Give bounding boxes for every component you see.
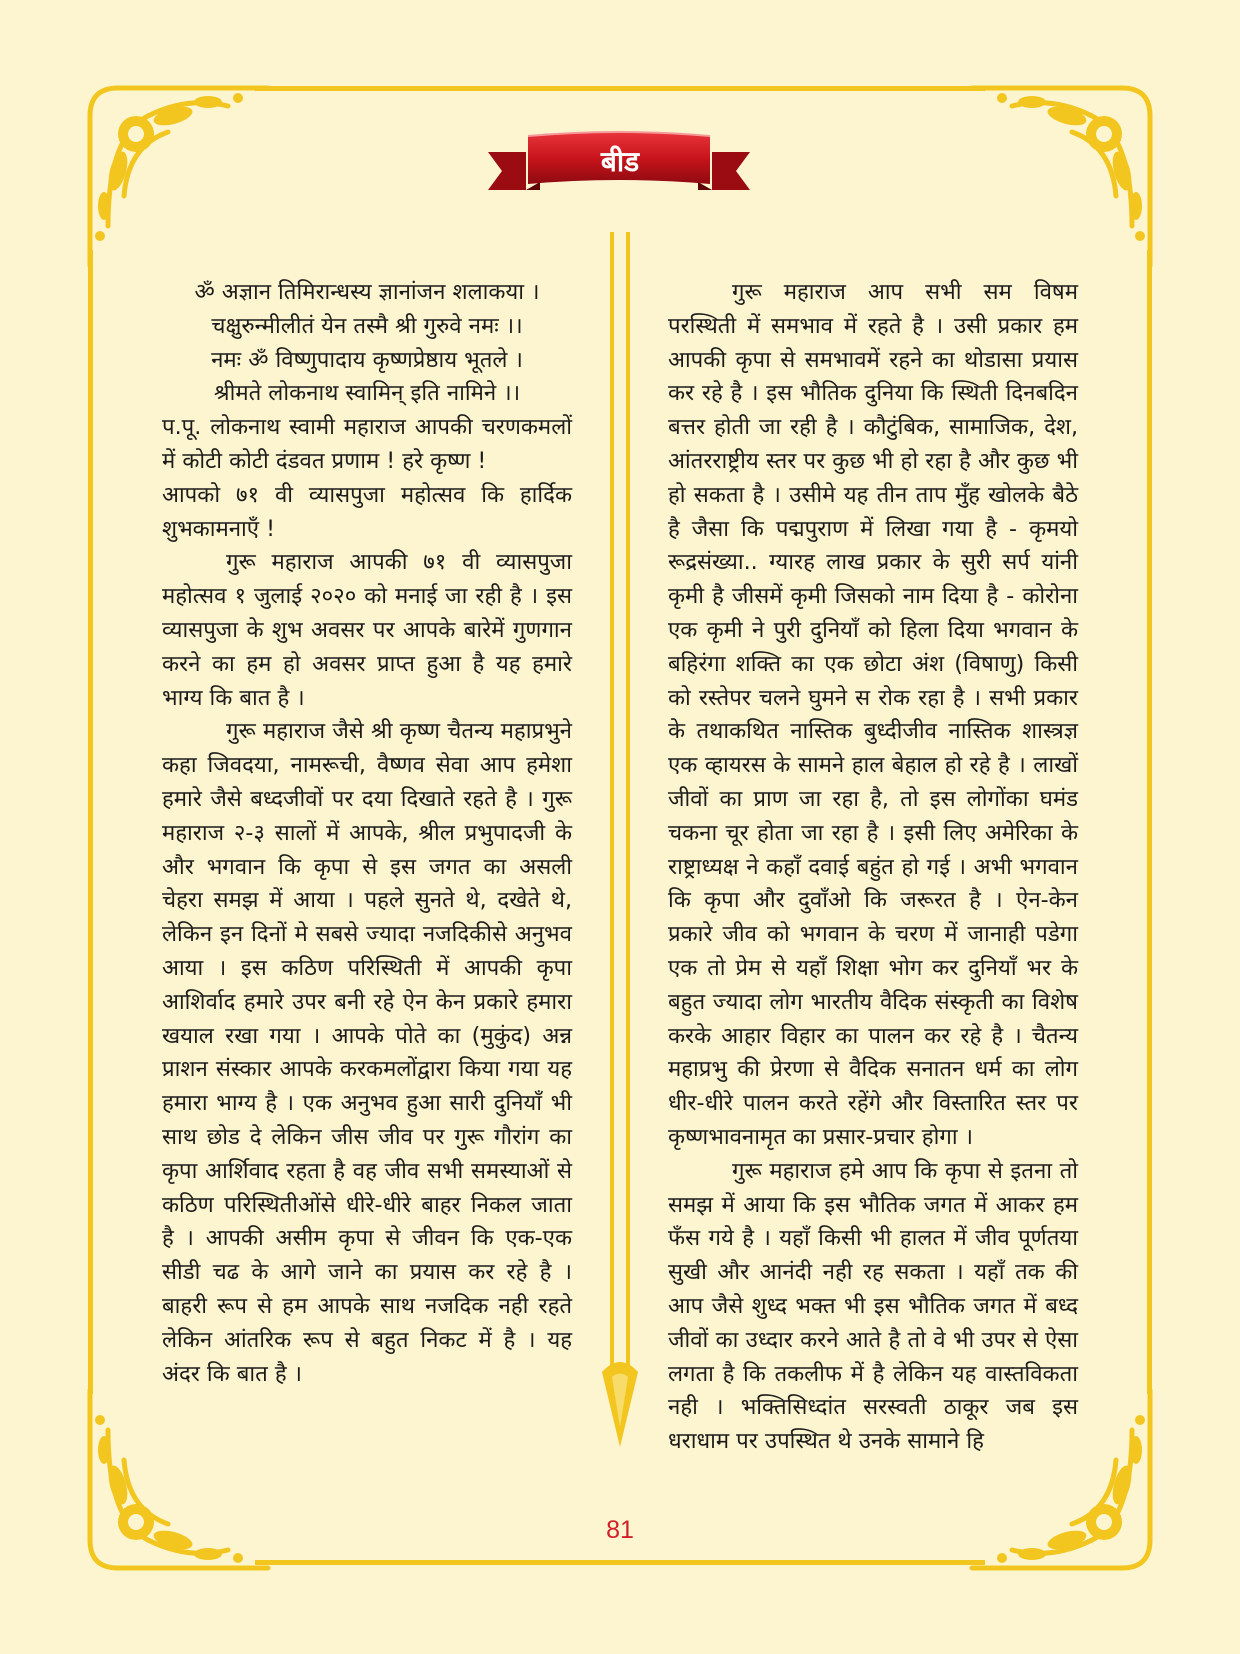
body-paragraph: गुरू महाराज आप सभी सम विषम परस्थिती में समभाव में रहते है । उसी प्रकार हम आपकी कृपा से समभावमें रहने का थोडासा प्रयास कर रहे है । इस भौतिक दुनिया कि स्थिती दिनबदिन बत्तर होती जा रही है । कौटुंबिक, सामाजिक, देश, आंतरराष्ट्रीय स्तर पर कुछ भी हो रहा है और कुछ भी हो सकता है । उसीमे यह तीन ताप मुँह खोलके बैठे है जैसा कि पद्मपुराण में लिखा गया है - कृमयो रूद्रसंख्या.. ग्यारह लाख प्रकार के सुरी सर्प यांनी कृमी है जीसमें कृमी जिसको नाम दिया है - कोरोना एक कृमी ने पुरी दुनियाँ को हिला दिया भगवान के बहिरंगा शक्ति का एक छोटा अंश (विषाणु) किसी को रस्तेपर चलने घुमने स रोक रहा है । सभी प्रकार के तथाकथित नास्तिक बुध्दीजीव नास्तिक शास्त्रज्ञ एक व्हायरस के सामने हाल बेहाल हो रहे है । लाखों जीवों का प्राण जा रहा है, तो इस लोगोंका घमंड चकना चूर होता जा रहा है । इसी लिए अमेरिका के राष्ट्राध्यक्ष ने कहाँ दवाई बहुंत हो गई । अभी भगवान कि कृपा और दुवाँओ कि जरूरत है । ऐन-केन प्रकारे जीव को भगवान के चरण में जानाही पडेगा एक तो प्रेम से यहाँ शिक्षा भोग कर दुनियाँ भर के बहुत ज्यादा लोग भारतीय वैदिक संस्कृती का विशेष करके आहार विहार का पालन कर रहे है । चैतन्य महाप्रभु की प्रेरणा से वैदिक सनातन धर्म का लोग धीर-धीरे पालन करते रहेंगे और विस्तारित स्तर पर कृष्णभावनामृत का प्रसार-प्रचार होगा ।: [668, 279, 1078, 1150]
body-paragraph: गुरू महाराज आपकी ७१ वी व्यासपुजा महोत्सव १ जुलाई २०२० को मनाई जा रही है । इस व्यासपुजा के शुभ अवसर पर आपके बारेमें गुणगान करने का हम हो अवसर प्राप्त हुआ है यह हमारे भाग्य कि बात है ।: [162, 549, 572, 711]
greeting-paragraph: आपको ७१ वी व्यासपुजा महोत्सव कि हार्दिक शुभकामनाएँ !: [162, 481, 572, 542]
left-column: [162, 276, 572, 1391]
page-title: बीड: [600, 145, 640, 178]
frame-left-border: [88, 250, 93, 1394]
frame-bottom-border: [255, 1560, 985, 1565]
floral-corner-ornament-icon: [78, 76, 278, 276]
frame-top-border: [255, 86, 985, 91]
verse-line: ॐ अज्ञान तिमिरान्धस्य ज्ञानांजन शलाकया ।: [194, 279, 540, 305]
verse-line: श्रीमते लोकनाथ स्वामिन् इति नामिने ।।: [213, 380, 521, 407]
body-paragraph: गुरू महाराज हमे आप कि कृपा से इतना तो समझ में आया कि इस भौतिक जगत में आकर हम फँस गये है । यहाँ किसी भी हालत में जीव पूर्णतया सुखी और आनंदी नही रह सकता । यहाँ तक की आप जैसे शुध्द भक्त भी इस भौतिक जगत में बध्द जीवों का उध्दार करने आते है तो वे भी उपर से ऐसा लगता है कि तकलीफ में है लेकिन यह वास्तविकता नही । भक्तिसिध्दांत सरस्वती ठाकूर जब इस धराधाम पर उपस्थित थे उनके सामाने हि: [668, 1157, 1078, 1455]
page-number: 81: [606, 1516, 634, 1544]
verse-line: चक्षुरुन्मीलीतं येन तस्मै श्री गुरुवे नमः ।।: [211, 312, 523, 339]
verse-line: नमः ॐ विष्णुपादाय कृष्णप्रेष्ठाय भूतले ।: [211, 346, 523, 373]
floral-corner-ornament-icon: [962, 76, 1162, 276]
salutation-paragraph: प.पू. लोकनाथ स्वामी महाराज आपकी चरणकमलों में कोटी कोटी दंडवत प्रणाम ! हरे कृष्ण !: [162, 414, 572, 474]
body-paragraph: गुरू महाराज जैसे श्री कृष्ण चैतन्य महाप्रभुने कहा जिवदया, नामरूची, वैष्णव सेवा आप हमेशा हमारे जैसे बध्दजीवों पर दया दिखाते रहते है । गुरू महाराज २-३ सालों में आपके, श्रील प्रभुपादजी के और भगवान कि कृपा से इस जगत का असली चेहरा समझ में आया । पहले सुनते थे, दखेते थे, लेकिन इन दिनों मे सबसे ज्यादा नजदिकीसे अनुभव आया । इस कठिण परिस्थिती में आपकी कृपा आशिर्वाद हमारे उपर बनी रहे ऐन केन प्रकारे हमारा खयाल रखा गया । आपके पोते का (मुकुंद) अन्न प्राशन संस्कार आपके करकमलोंद्वारा किया गया यह हमारा भाग्य है । एक अनुभव हुआ सारी दुनियाँ भी साथ छोड दे लेकिन जीस जीव पर गुरू गौरांग का कृपा आर्शिवाद रहता है वह जीव सभी समस्याओं से कठिण परिस्थितीओंसे धीरे-धीरे बाहर निकल जाता है । आपकी असीम कृपा से जीवन कि एक-एक सीडी चढ के आगे जाने का प्रयास कर रहे है । बाहरी रूप से हम आपके साथ नजदिक नही रहते लेकिन आंतरिक रूप से बहुत निकट में है । यह अंदर कि बात है ।: [162, 718, 572, 1387]
floral-corner-ornament-icon: [78, 1380, 278, 1580]
right-column: [668, 276, 1078, 1459]
frame-right-border: [1147, 250, 1152, 1394]
divider-pen-nib-icon: [600, 232, 640, 1452]
